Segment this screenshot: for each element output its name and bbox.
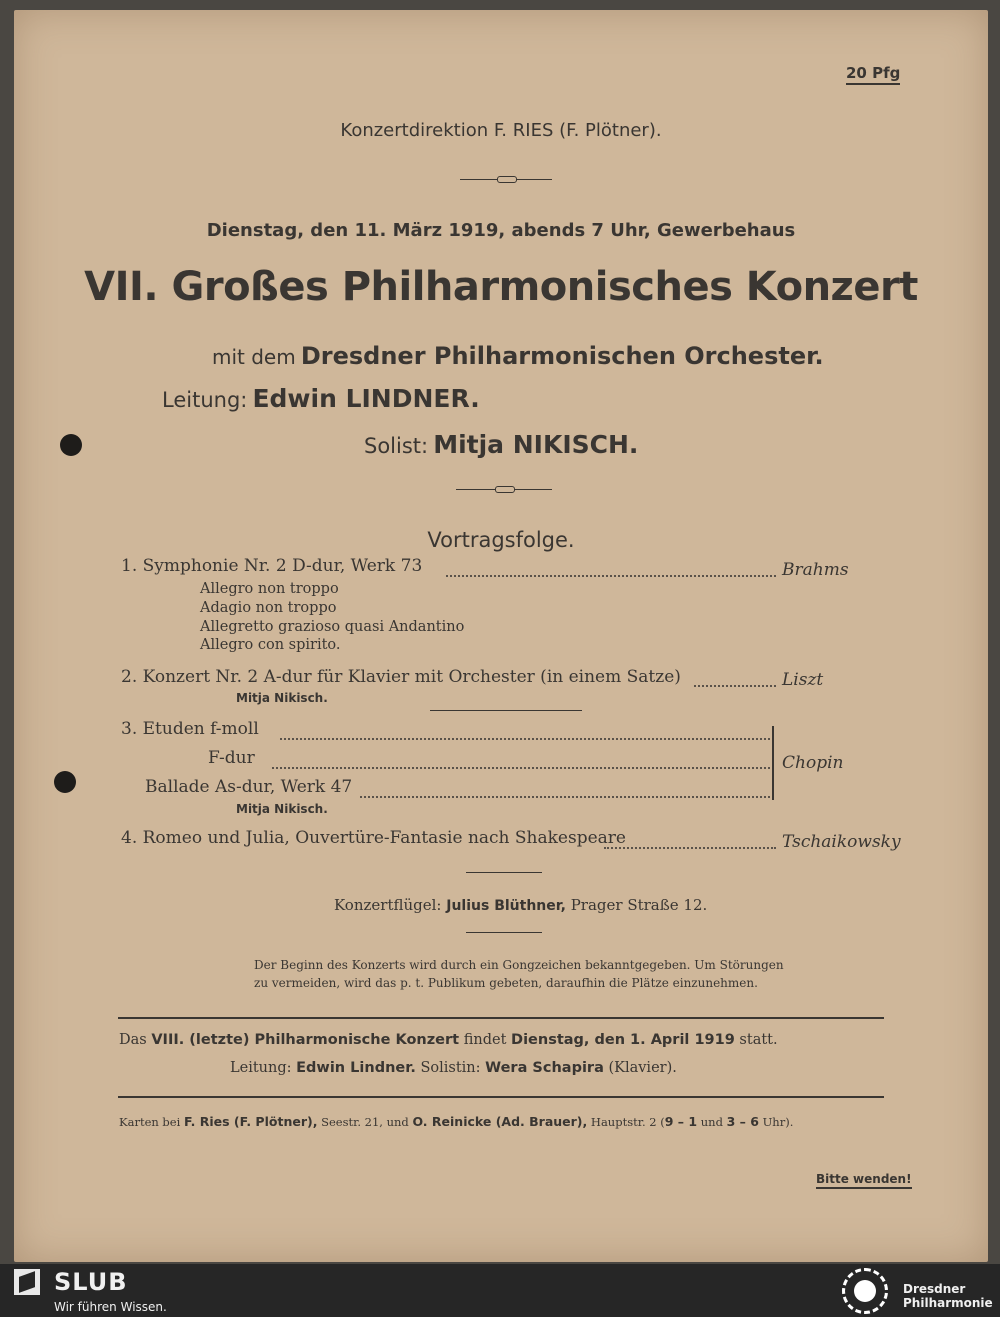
movement: Allegretto grazioso quasi Andantino [200,619,465,635]
conductor-line [162,384,480,413]
performer-label: Mitja Nikisch. [236,691,328,705]
leader-dots [280,738,770,740]
agency-line: Konzertdirektion F. RIES (F. Plötner). [340,120,662,141]
section-divider [430,710,582,711]
text: Hauptstr. 2 ( [590,1115,665,1129]
text: und [700,1115,723,1129]
program-item-3-ballade: Ballade As-dur, Werk 47 [145,777,353,797]
brace-line [772,726,774,800]
piano-address: Prager Straße 12. [570,896,708,914]
leader-dots [446,575,776,577]
orchestra-prefix: mit dem [212,345,296,369]
composer-brahms: Brahms [782,560,849,580]
soloist-name: Mitja NIKISCH. [433,430,639,459]
leader-dots [604,847,776,849]
heavy-rule [118,1096,884,1098]
movement: Adagio non troppo [200,600,337,616]
orchestra-line [212,342,824,370]
conductor-name: Edwin LINDNER. [252,384,480,413]
soloist-line [364,430,638,459]
ornament-divider [456,489,552,490]
piano-prefix: Konzertflügel: [334,896,442,914]
program-item-3-sub: F-dur [208,748,255,768]
composer-liszt: Liszt [782,670,824,690]
text: Das [119,1032,147,1048]
next-concert-title: VIII. (letzte) Philharmonische Konzert [151,1032,460,1048]
hours: 9 – 1 [664,1114,698,1129]
punch-hole [54,771,76,793]
text: findet [463,1032,507,1048]
notice-line-2: zu vermeiden, wird das p. t. Publikum gebeten, daraufhin die Plätze einzunehmen. [254,976,758,990]
composer-tschaikowsky: Tschaikowsky [782,832,901,852]
section-divider [466,932,542,933]
next-concert-line [119,1032,778,1048]
performer-label: Mitja Nikisch. [236,802,328,816]
program-item-4: 4. Romeo und Julia, Ouvertüre-Fantasie nach Shakespeare [121,828,626,848]
notice-line-1: Der Beginn des Konzerts wird durch ein Gongzeichen bekanntgegeben. Um Störungen [254,958,784,972]
concert-title: VII. Großes Philharmonisches Konzert [84,264,918,310]
text: (Klavier). [608,1060,677,1076]
leader-dots [360,796,770,798]
slub-slogan: Wir führen Wissen. [54,1300,167,1314]
composer-chopin: Chopin [782,753,844,773]
punch-hole [60,434,82,456]
ticket-office-2: O. Reinicke (Ad. Brauer), [412,1114,588,1129]
section-divider [466,872,542,873]
text: statt. [739,1032,778,1048]
text: Karten bei [119,1115,181,1129]
partner-name-1: Dresdner [903,1282,966,1296]
turn-over-note: Bitte wenden! [816,1172,912,1189]
orchestra-name: Dresdner Philharmonischen Orchester. [300,342,824,370]
philharmonie-logo-icon [842,1268,888,1314]
movement: Allegro non troppo [200,581,339,597]
program-item-2: 2. Konzert Nr. 2 A-dur für Klavier mit Orchester (in einem Satze) [121,667,681,687]
text: Seestr. 21, und [321,1115,409,1129]
program-sheet [14,10,988,1262]
next-concert-credits [230,1060,677,1076]
heavy-rule [118,1017,884,1019]
next-conductor: Edwin Lindner. [296,1060,416,1076]
tickets-line [119,1114,793,1129]
text: Uhr). [762,1115,794,1129]
next-soloist: Wera Schapira [485,1060,604,1076]
slub-wordmark: SLUB [54,1268,128,1296]
conductor-label: Leitung: [162,388,248,412]
text: Leitung: [230,1060,292,1076]
date-line: Dienstag, den 11. März 1919, abends 7 Uhr, Gewerbehaus [206,220,796,241]
ticket-office-1: F. Ries (F. Plötner), [183,1114,318,1129]
soloist-label: Solist: [364,434,429,458]
hours: 3 – 6 [726,1114,759,1129]
piano-maker: Julius Blüthner, [446,898,566,914]
leader-dots [694,685,776,687]
text: Solistin: [420,1060,481,1076]
ornament-divider [460,179,552,180]
program-item-3: 3. Etuden f-moll [121,719,259,739]
price-label: 20 Pfg [846,64,900,85]
program-heading: Vortragsfolge. [427,528,575,552]
leader-dots [272,767,770,769]
slub-logo-icon [14,1269,40,1295]
piano-line [334,896,707,914]
movement: Allegro con spirito. [200,637,341,653]
program-item-1: 1. Symphonie Nr. 2 D-dur, Werk 73 [121,556,423,576]
partner-name-2: Philharmonie [903,1296,993,1310]
next-concert-date: Dienstag, den 1. April 1919 [511,1032,735,1048]
